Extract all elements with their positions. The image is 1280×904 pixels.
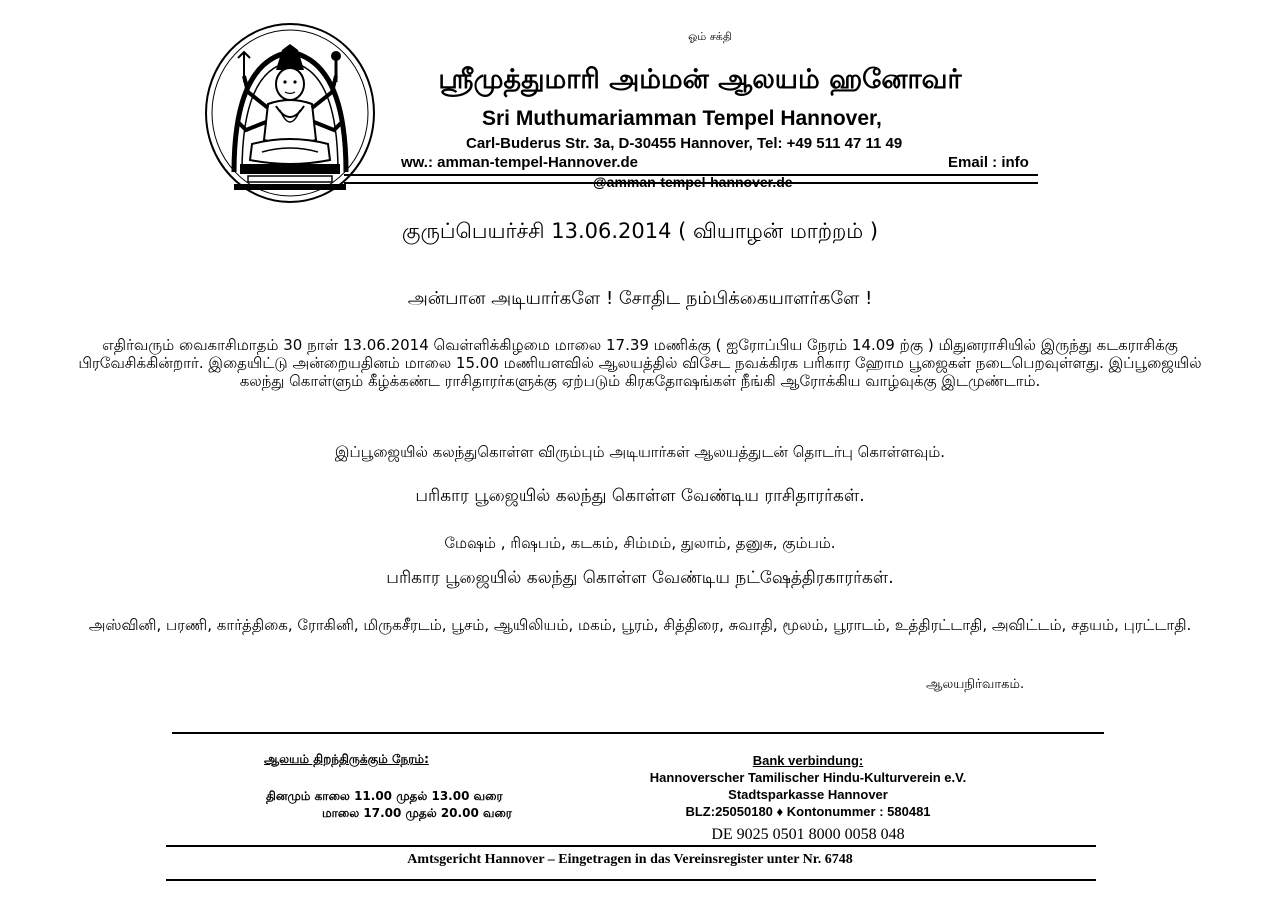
opening-hours-evening: மாலை 17.00 முதல் 20.00 வரை	[322, 806, 513, 820]
footer-divider-bottom	[166, 879, 1096, 881]
email-label[interactable]: Email : info	[948, 154, 1029, 171]
footer-divider-top	[172, 732, 1104, 734]
nakshatra-list: அஸ்வினி, பரணி, கார்த்திகை, ரோகினி, மிருகசீரடம், பூசம், ஆயிலியம், மகம், பூரம், சித்திரை, சுவாதி, மூலம், பூராடம், உத்திரட்டாதி, அவிட்டம், சதயம், புரட்டாதி.	[88, 616, 1192, 634]
bank-heading: Bank verbindung:	[752, 753, 864, 768]
notice-paragraph: எதிர்வரும் வைகாசிமாதம் 30 நாள் 13.06.2014 வெள்ளிக்கிழமை மாலை 17.39 மணிக்கு ( ஐரோப்பிய நேரம் 14.09 ற்கு ) மிதுனராசியில் இருந்து கடகராசிக்கு பிரவேசிக்கின்றார். இதையிட்டு அன்றையதினம் மாலை 15.00 மணியளவில் ஆலயத்தில் விசேட நவக்கிரக பரிகார ஹோம பூஜைகள் நடைபெறவுள்ளது. இப்பூஜையில் கலந்து கொள்ளும் கீழ்க்கண்ட ராசிதாரர்களுக்கு ஏற்படும் கிரகதோஷங்கள் நீங்கி ஆரோக்கிய வாழ்வுக்கு இடமுண்டாம்.	[78, 336, 1202, 390]
greeting: அன்பான அடியார்களே ! சோதிட நம்பிக்கையாளர்களே !	[407, 288, 873, 309]
temple-logo	[204, 22, 376, 204]
temple-title-tamil: ஸ்ரீமுத்துமாரி அம்மன் ஆலயம் ஹனோவர்	[438, 64, 962, 95]
nakshatra-heading: பரிகார பூஜையில் கலந்து கொள்ள வேண்டிய நட்ஷேத்திரகாரர்கள்.	[386, 568, 894, 588]
register-note: Amtsgericht Hannover – Eingetragen in das Vereinsregister unter Nr. 6748	[407, 852, 853, 867]
signature: ஆலயநிர்வாகம்.	[926, 677, 1025, 692]
bank-account-holder: Hannoverscher Tamilischer Hindu-Kulturverein e.V.	[649, 770, 967, 785]
opening-hours-morning: தினமும் காலை 11.00 முதல் 13.00 வரை	[266, 789, 503, 803]
notice-heading: குருப்பெயர்ச்சி 13.06.2014 ( வியாழன் மாற்றம் )	[401, 219, 879, 243]
iban: DE 9025 0501 8000 0058 048	[711, 826, 905, 843]
temple-address: Carl-Buderus Str. 3a, D-30455 Hannover, Tel: +49 511 47 11 49	[466, 135, 903, 152]
invitation-text: இப்பூஜையில் கலந்துகொள்ள விரும்பும் அடியார்கள் ஆலயத்துடன் தொடர்பு கொள்ளவும்.	[334, 443, 946, 461]
bank-codes: BLZ:25050180 ♦ Kontonummer : 580481	[685, 804, 931, 819]
email-domain[interactable]: @amman-tempel-hannover.de	[593, 174, 793, 190]
temple-title-english: Sri Muthumariamman Tempel Hannover,	[482, 107, 882, 130]
website-link[interactable]: ww.: amman-tempel-Hannover.de	[401, 154, 638, 171]
rasi-list: மேஷம் , ரிஷபம், கடகம், சிம்மம், துலாம், தனுசு, கும்பம்.	[444, 534, 836, 552]
bank-details	[600, 752, 1016, 820]
footer-divider-middle	[166, 845, 1096, 847]
om-sakthi-label: ஓம் சக்தி	[688, 30, 732, 43]
bank-institute: Stadtsparkasse Hannover	[728, 787, 888, 802]
rasi-heading: பரிகார பூஜையில் கலந்து கொள்ள வேண்டிய ராசிதாரர்கள்.	[415, 486, 865, 506]
opening-hours-heading: ஆலயம் திறந்திருக்கும் நேரம்:	[264, 752, 429, 766]
